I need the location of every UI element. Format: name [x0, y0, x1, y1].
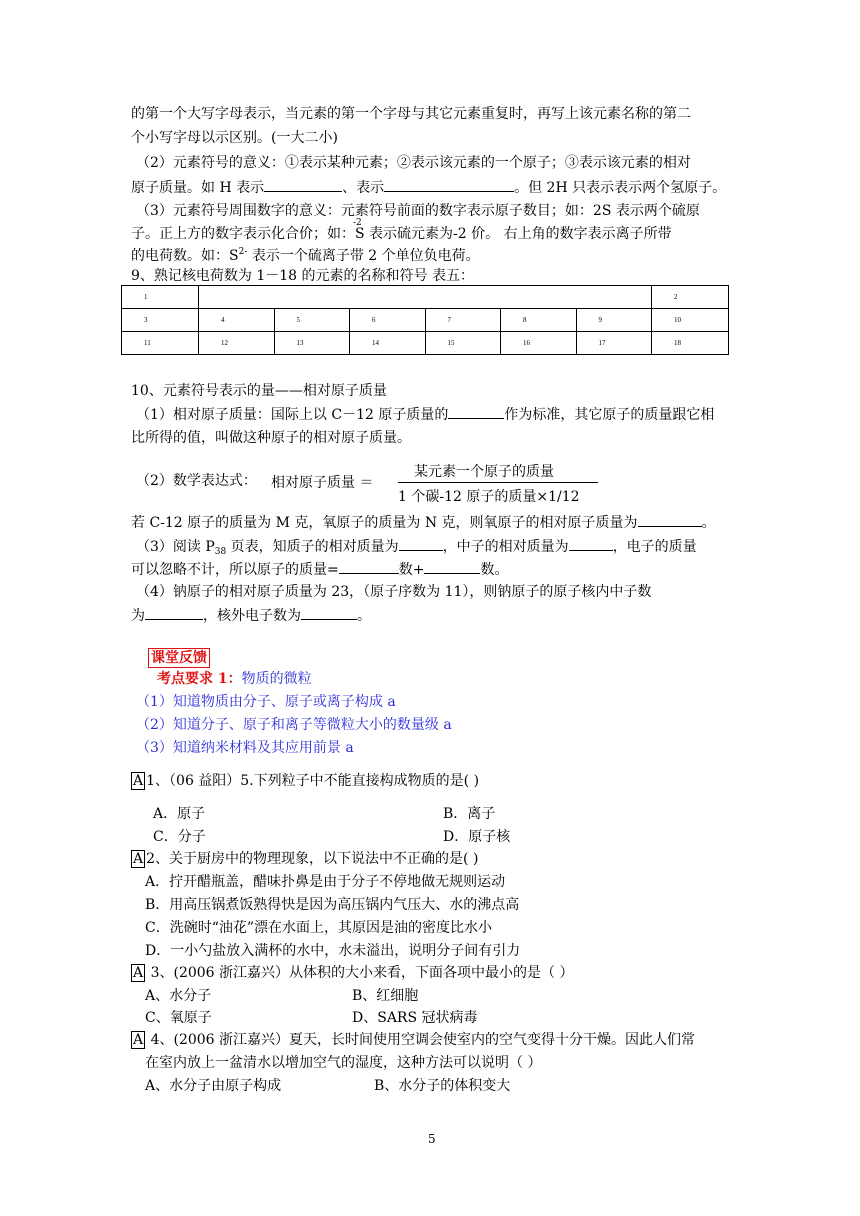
blank [339, 559, 399, 574]
requirement-label: 考点要求 1： [157, 671, 242, 687]
table-cell: 2 [652, 286, 729, 309]
text-segment: 、表示 [342, 180, 385, 196]
table-cell: 9 [576, 309, 652, 332]
text-line: （3）元素符号周围数字的意义：元素符号前面的数字表示原子数目；如：2S 表示两个硫原 [136, 203, 700, 219]
table-cell: 11 [122, 332, 199, 355]
table-cell: 5 [274, 309, 350, 332]
text-line: 9、熟记核电荷数为 1－18 的元素的名称和符号 表五： [131, 268, 474, 284]
element-table [121, 285, 729, 355]
table-cell: 3 [122, 309, 199, 332]
table-cell: 6 [350, 309, 426, 332]
blank [399, 536, 443, 551]
blank [264, 177, 342, 192]
formula-left: 相对原子质量 ＝ [271, 475, 374, 491]
option: D．一小勺盐放入满杯的水中，水未溢出，说明分子间有引力 [145, 943, 521, 959]
table-cell [199, 286, 652, 309]
question [131, 771, 479, 791]
requirement-heading [157, 669, 312, 689]
page-ref-subscript: 38 [214, 547, 227, 557]
option: C．分子 [153, 829, 206, 845]
page-number: 5 [428, 1132, 436, 1146]
text-segment: 表示硫元素为-2 价。 右上角的数字表示离子所带 [364, 226, 672, 242]
level-tag: A [133, 1032, 144, 1048]
option: D、SARS 冠状病毒 [352, 1010, 478, 1026]
fraction-bar [398, 482, 598, 483]
level-tag: A [133, 851, 144, 867]
blank [301, 605, 357, 620]
text-line [131, 559, 508, 580]
question-continuation: 在室内放上一盆清水以增加空气的湿度，这种方法可以说明（ ） [145, 1055, 542, 1071]
text-segment: 为 [131, 608, 145, 624]
table-cell: 12 [199, 332, 275, 355]
text-segment: 页表，知质子的相对质量为 [226, 539, 399, 555]
option: B．用高压锅煮饭熟得快是因为高压锅内气压大、水的沸点高 [145, 897, 520, 913]
question-text: 2、关于厨房中的物理现象，以下说法中不正确的是( ) [146, 851, 479, 867]
text-line: （2）元素符号的意义：①表示某种元素；②表示该元素的一个原子；③表示该元素的相对 [136, 155, 691, 171]
table-cell: 13 [274, 332, 350, 355]
blank [145, 605, 203, 620]
blank [384, 177, 514, 192]
blank [638, 512, 702, 527]
option: C．洗碗时“油花”漂在水面上，其原因是油的密度比水小 [145, 920, 493, 936]
text-segment: 子。正上方的数字表示化合价；如： [131, 226, 355, 242]
blank [448, 404, 504, 419]
text-line [131, 605, 371, 626]
option: A．拧开醋瓶盖，醋味扑鼻是由于分子不停地做无规则运动 [145, 874, 506, 890]
option: A、水分子 [145, 988, 212, 1004]
text-line: 个小写字母以示区别。(一大二小) [131, 130, 338, 146]
formula-numerator: 某元素一个原子的质量 [414, 464, 554, 480]
requirement-item: （1）知道物质由分子、原子或离子构成 a [136, 694, 396, 710]
question [131, 849, 478, 869]
text-segment: 的电荷数。如：S [131, 248, 239, 264]
option: A．原子 [153, 806, 206, 822]
option: B、水分子的体积变大 [374, 1078, 511, 1094]
valence-number: -2 [353, 218, 362, 228]
table-cell: 17 [576, 332, 652, 355]
text-segment: 若 C-12 原子的质量为 M 克，氧原子的质量为 N 克，则氧原子的相对原子质量为 [131, 515, 638, 531]
text-segment: （1）相对原子质量：国际上以 C－12 原子质量的 [136, 407, 449, 423]
element-symbol: S [355, 226, 365, 242]
table-cell: 4 [199, 309, 275, 332]
text-line: 比所得的值，叫做这种原子的相对原子质量。 [131, 430, 411, 446]
text-line [131, 246, 480, 268]
text-segment: 数+ [398, 562, 425, 578]
question [131, 1030, 695, 1050]
question-text: 1、（06 益阳）5.下列粒子中不能直接构成物质的是( ) [146, 773, 480, 789]
text-line: 的第一个大写字母表示，当元素的第一个字母与其它元素重复时，再写上该元素名称的第二 [131, 106, 691, 122]
text-line [131, 218, 672, 244]
text-segment: 表示一个硫离子带 2 个单位负电荷。 [247, 248, 480, 264]
table-cell: 10 [652, 309, 729, 332]
requirement-text: 物质的微粒 [241, 671, 312, 687]
text-segment: （3）阅读 P [136, 539, 215, 555]
valence-symbol [353, 218, 365, 244]
text-line [131, 177, 726, 198]
option: B．离子 [443, 806, 496, 822]
blank [569, 536, 613, 551]
text-segment: 可以忽略不计，所以原子的质量= [131, 562, 339, 578]
table-cell: 8 [501, 309, 577, 332]
text-line: （4）钠原子的相对原子质量为 23，（原子序数为 11），则钠原子的原子核内中子数 [136, 584, 652, 600]
option: D．原子核 [443, 829, 511, 845]
blank [424, 559, 480, 574]
ion-charge: 2- [238, 247, 248, 257]
option: B、红细胞 [352, 988, 419, 1004]
table-cell: 1 [122, 286, 199, 309]
text-line [136, 404, 714, 425]
level-tag: A [133, 965, 144, 981]
text-segment: 。但 2H 只表示表示两个氢原子。 [514, 180, 727, 196]
question-text: 3、(2006 浙江嘉兴）从体积的大小来看，下面各项中最小的是（ ） [146, 965, 574, 981]
requirement-item: （3）知道纳米材料及其应用前景 a [136, 740, 354, 756]
table-cell: 7 [425, 309, 501, 332]
text-segment: 作为标准，其它原子的质量跟它相 [504, 407, 715, 423]
text-segment: 原子质量。如 H 表示 [131, 180, 265, 196]
feedback-title: 课堂反馈 [148, 648, 210, 668]
formula-denominator: 1 个碳-12 原子的质量×1/12 [398, 489, 580, 505]
question-text: 4、(2006 浙江嘉兴）夏天，长时间使用空调会使室内的空气变得十分干燥。因此人们常 [146, 1032, 696, 1048]
text-segment: ，中子的相对质量为 [442, 539, 569, 555]
section-heading: 10、元素符号表示的量——相对原子质量 [131, 383, 387, 399]
text-line [136, 536, 697, 559]
requirement-item: （2）知道分子、原子和离子等微粒大小的数量级 a [136, 717, 452, 733]
table-cell: 15 [425, 332, 501, 355]
text-line: （2）数学表达式： [136, 473, 257, 489]
text-segment: ，核外电子数为 [203, 608, 301, 624]
table-cell: 18 [652, 332, 729, 355]
text-segment: 。 [701, 515, 716, 531]
question [131, 963, 573, 983]
text-segment: 数。 [480, 562, 509, 578]
text-line [131, 512, 716, 533]
option: A、水分子由原子构成 [145, 1078, 282, 1094]
text-segment: ，电子的质量 [612, 539, 697, 555]
option: C、氧原子 [145, 1010, 212, 1026]
table-cell: 14 [350, 332, 426, 355]
level-tag: A [133, 773, 144, 789]
text-segment: 。 [357, 608, 371, 624]
table-cell: 16 [501, 332, 577, 355]
